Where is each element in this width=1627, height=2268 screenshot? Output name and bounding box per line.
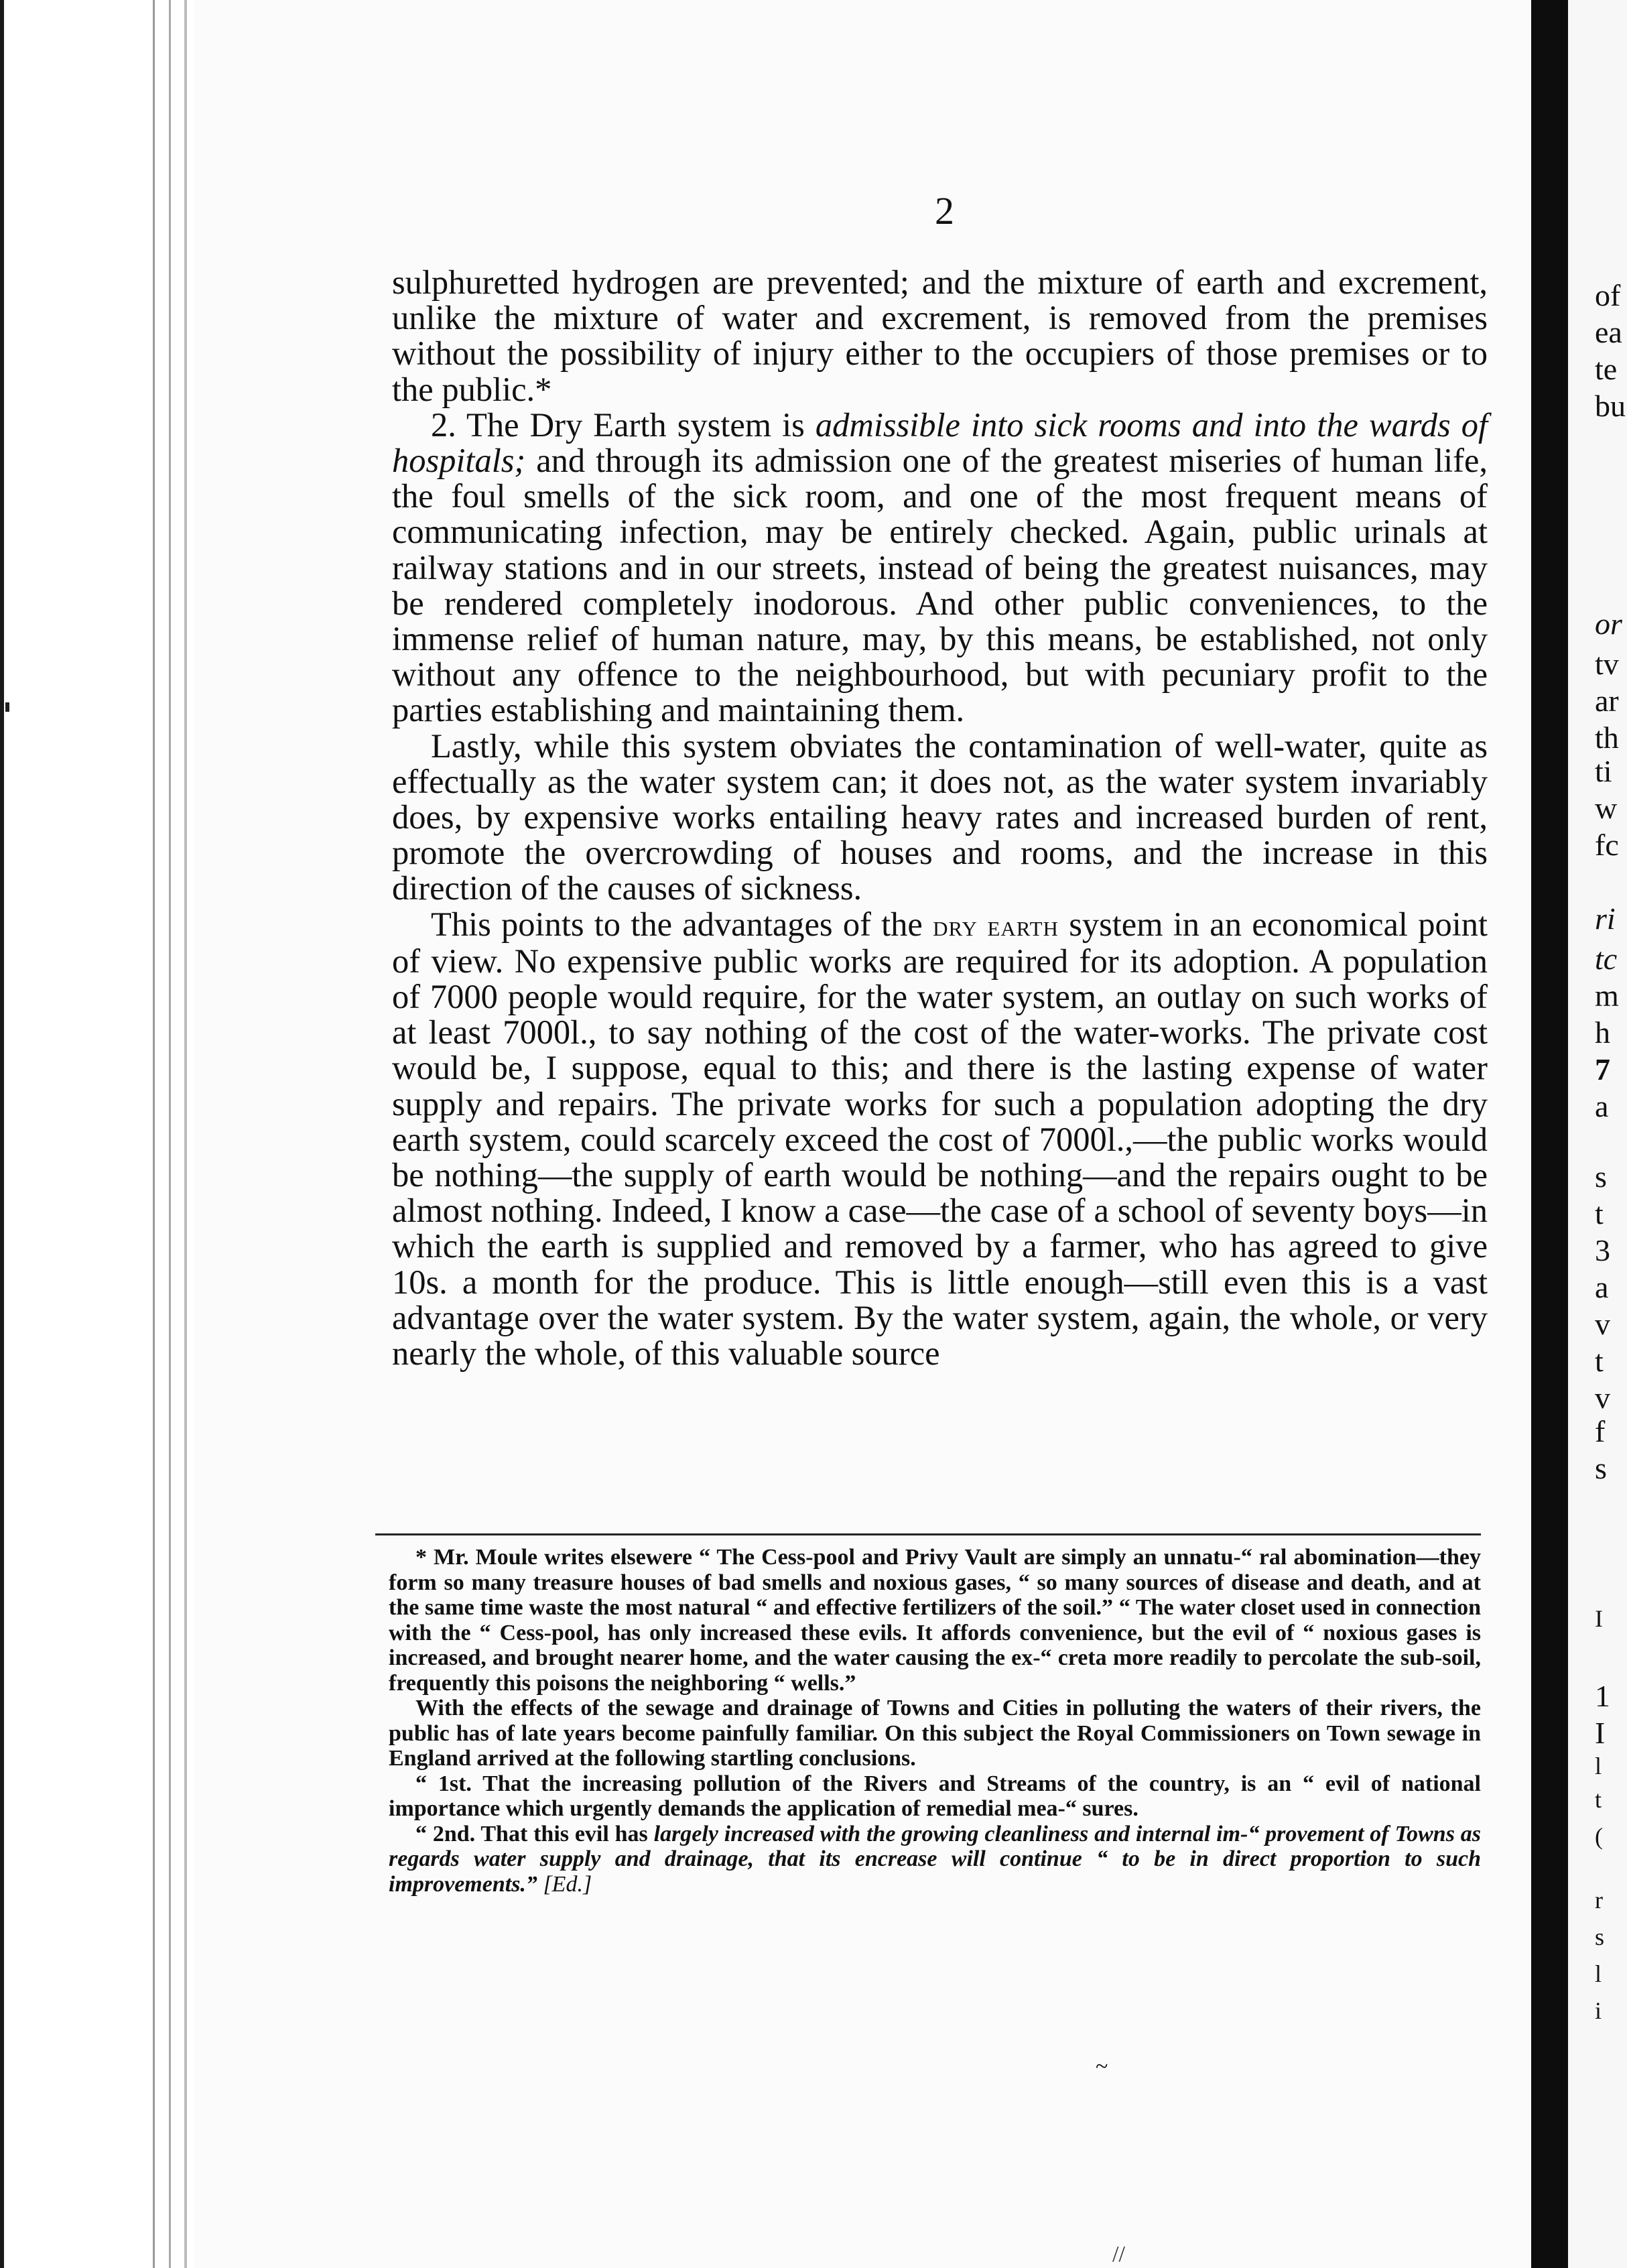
right-page-text-fragment: t bbox=[1595, 1344, 1604, 1378]
scan-binding-shadow bbox=[184, 0, 187, 2268]
right-page-text-fragment: ea bbox=[1595, 315, 1622, 349]
right-page-text-fragment: l bbox=[1595, 1960, 1602, 1987]
page-mark: ~ bbox=[1096, 2054, 1108, 2079]
right-page-text-fragment: 7 bbox=[1595, 1052, 1610, 1086]
right-page-text-fragment: te bbox=[1595, 352, 1618, 386]
page-gutter bbox=[1531, 0, 1568, 2268]
scan-left-edge bbox=[0, 0, 4, 2268]
right-page-text-fragment: I bbox=[1595, 1605, 1603, 1632]
footnote-rule bbox=[375, 1533, 1481, 1535]
paragraph-4-lead: This points to the advantages of the bbox=[431, 905, 933, 943]
paragraph-4-smallcaps: dry earth bbox=[933, 909, 1059, 942]
right-page-text-fragment: v bbox=[1595, 1381, 1610, 1415]
right-page-text-fragment: a bbox=[1595, 1089, 1609, 1123]
right-page-text-fragment: th bbox=[1595, 720, 1619, 755]
footnote-3: “ 1st. That the increasing pollution of the Rivers and Streams of the country, is an “ evil of national importance which urgently demands the application of remedial mea-“ sures. bbox=[389, 1771, 1481, 1821]
right-page-text-fragment: 3 bbox=[1595, 1233, 1610, 1267]
footnote-4-italic: largely increased with the growing cleanliness and internal im-“ provement of Towns as regards water supply and drainage, that its encrease will continue “ to be in direct proportion to such improvements.” bbox=[389, 1821, 1481, 1897]
scan-binding-shadow bbox=[153, 0, 155, 2268]
footnote-1: * Mr. Moule writes elsewere “ The Cess-pool and Privy Vault are simply an unnatu-“ ral abomination—they form so many treasure houses of bad smells and noxious gases, “ so many sources of disease and death, and at the same time waste the most natural “ and effective fertilizers of the soil.” “ The water closet used in connection with the “ Cess-pool, has only increased these evils. It affords convenience, but the evil of “ noxious gases is increased, and brought nearer home, and the water causing the ex-“ creta more readily to percolate the sub-soil, frequently this poisons the neighboring “ wells.” bbox=[389, 1545, 1481, 1696]
bottom-mark: // bbox=[1112, 2242, 1125, 2267]
paragraph-4-rest: system in an economical point of view. No expensive public works are required for its adoption. A population of 7000 people would require, for the water system, an outlay on such works of at least 7000l., to say nothing of the cost of the water-works. The private cost would be, I suppose, equal to this; and there is the lasting expense of water supply and repairs. The private works for such a population adopting the dry earth system, could scarcely exceed the cost of 7000l.,—the public works would be nothing—the supply of earth would be nothing—and the repairs ought to be almost nothing. Indeed, I know a case—the case of a school of seventy boys—in which the earth is supplied and removed by a farmer, who has agreed to give 10s. a month for the produce. This is little enough—still even this is a vast advantage over the water system. By the water system, again, the whole, or very nearly the whole, of this valuable source bbox=[392, 905, 1488, 1373]
main-text bbox=[392, 265, 1488, 1371]
right-page-text-fragment: m bbox=[1595, 979, 1619, 1013]
right-page-text-fragment: ri bbox=[1595, 901, 1616, 936]
right-page-text-fragment: a bbox=[1595, 1270, 1609, 1304]
footnote-2: With the effects of the sewage and drainage of Towns and Cities in polluting the waters of their rivers, the public has of late years become painfully familiar. On this subject the Royal Commissioners on Town sewage in England arrived at the following startling conclusions. bbox=[389, 1696, 1481, 1771]
right-page-text-fragment: ( bbox=[1595, 1823, 1603, 1850]
scan-speck bbox=[5, 702, 9, 712]
paragraph-2 bbox=[392, 407, 1488, 729]
right-page-fragment bbox=[1568, 0, 1627, 2268]
right-page-text-fragment: or bbox=[1595, 607, 1622, 641]
editor-mark: [Ed.] bbox=[543, 1871, 592, 1897]
footnote-4-lead: “ 2nd. That this evil has bbox=[415, 1821, 654, 1846]
scan-binding-shadow bbox=[169, 0, 171, 2268]
right-page-text-fragment: w bbox=[1595, 791, 1618, 825]
footnote-4 bbox=[389, 1822, 1481, 1897]
right-page-text-fragment: v bbox=[1595, 1307, 1610, 1341]
right-page-text-fragment: ar bbox=[1595, 684, 1619, 718]
paragraph-3: Lastly, while this system obviates the contamination of well-water, quite as effectually as the water system can; it does not, as the water system invariably does, by expensive works entailing heavy rates and increased burden of rent, promote the overcrowding of houses and rooms, and the increase in this direction of the causes of sickness. bbox=[392, 727, 1488, 907]
right-page-text-fragment: tc bbox=[1595, 942, 1618, 976]
right-page-text-fragment: r bbox=[1595, 1887, 1603, 1913]
right-page-text-fragment: ti bbox=[1595, 754, 1612, 788]
page-number: 2 bbox=[935, 189, 954, 233]
right-page-text-fragment: s bbox=[1595, 1451, 1607, 1485]
right-page-text-fragment: bu bbox=[1595, 389, 1626, 423]
right-page-text-fragment: h bbox=[1595, 1015, 1610, 1050]
right-page-text-fragment: tv bbox=[1595, 647, 1619, 681]
right-page-text-fragment: I bbox=[1595, 1716, 1606, 1750]
right-page-text-fragment: l bbox=[1595, 1753, 1602, 1779]
paragraph-2-lead: 2. The Dry Earth system is bbox=[431, 405, 816, 444]
right-page-text-fragment: s bbox=[1595, 1159, 1607, 1194]
right-page-text-fragment: t bbox=[1595, 1196, 1604, 1231]
paragraph-1: sulphuretted hydrogen are prevented; and the mixture of earth and excrement, unlike the mixture of water and excrement, is removed from the premises without the possibility of injury either to the occupiers of those premises or to the public.* bbox=[392, 263, 1488, 408]
footnotes bbox=[389, 1545, 1481, 1897]
right-page-text-fragment: s bbox=[1595, 1924, 1605, 1950]
paragraph-2-rest: and through its admission one of the greatest miseries of human life, the foul smells of the sick room, and one of the most frequent means of communicating infection, may be entirely checked. Again, public urinals at railway stations and in our streets, instead of being the greatest nuisances, may be rendered completely inodorous. And other public conveniences, to the immense relief of human nature, may, by this means, be established, not only without any offence to the neighbourhood, but with pecuniary profit to the parties establishing and maintaining them. bbox=[392, 442, 1488, 729]
right-page-text-fragment: fc bbox=[1595, 828, 1619, 862]
paragraph-2-italic: admissible into sick rooms and into the wards of hospitals; bbox=[392, 405, 1488, 480]
right-page-text-fragment: 1 bbox=[1595, 1679, 1610, 1713]
paragraph-4 bbox=[392, 907, 1488, 1372]
right-page-text-fragment: of bbox=[1595, 278, 1621, 312]
right-page-text-fragment: i bbox=[1595, 1997, 1602, 2024]
right-page-text-fragment: f bbox=[1595, 1414, 1606, 1448]
right-page-text-fragment: t bbox=[1595, 1786, 1602, 1813]
